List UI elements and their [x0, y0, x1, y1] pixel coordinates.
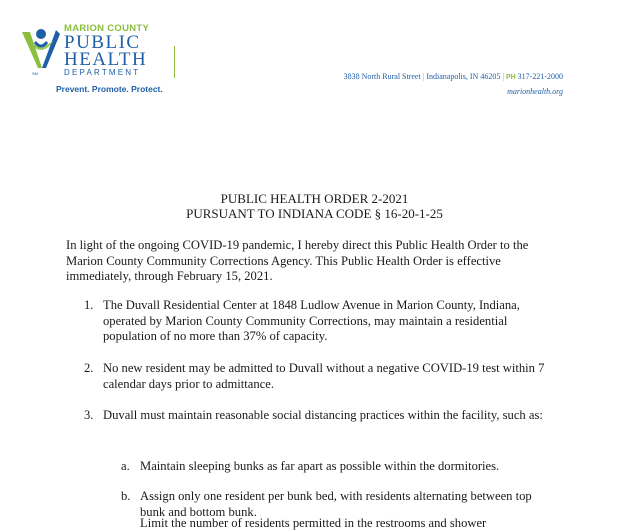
item-text: Duvall must maintain reasonable social distancing practices within the facility, such as: [103, 408, 543, 422]
title-line-2: PURSUANT TO INDIANA CODE § 16-20-1-25 [186, 205, 443, 221]
org-name [64, 24, 149, 77]
phone: 317-221-2000 [517, 72, 563, 81]
contact-block [344, 70, 563, 99]
org-county: MARION COUNTY [64, 23, 150, 34]
subitem-letter: a. [121, 459, 130, 473]
subitem-text: Maintain sleeping bunks as far apart as possible within the dormitories. [140, 459, 500, 473]
order-item-3 [84, 408, 564, 424]
address: 3838 North Rural Street [343, 72, 421, 81]
marion-county-health-logo-icon [18, 20, 64, 76]
org-line-public: PUBLIC [64, 31, 141, 53]
org-department: DEPARTMENT [64, 67, 141, 77]
svg-text:SM: SM [32, 71, 38, 76]
item-text: No new resident may be admitted to Duvall without a negative COVID-19 test within 7 calendar days prior to admittance. [103, 361, 545, 391]
city: Indianapolis, IN 46205 [426, 72, 501, 81]
subitem-letter: b. [121, 489, 131, 503]
order-item-1 [84, 298, 564, 345]
phone-label: PH [505, 74, 516, 81]
title-line-1: PUBLIC HEALTH ORDER 2-2021 [220, 191, 409, 206]
order-item-2 [84, 361, 564, 392]
subitem-text: Assign only one resident per bunk bed, with residents alternating between top bunk and bottom bunk. [140, 489, 532, 519]
separator: | [422, 72, 425, 81]
item-number: 2. [84, 361, 94, 375]
cutoff-line: Limit the number of residents permitted in the restrooms and shower [140, 516, 487, 530]
order-subitem-a [121, 459, 541, 475]
website-link[interactable]: marionhealth.org [507, 87, 563, 96]
document-title [0, 192, 629, 221]
header-divider [174, 46, 175, 78]
item-number: 3. [84, 408, 94, 422]
item-number: 1. [84, 298, 94, 312]
intro-paragraph: In light of the ongoing COVID-19 pandemic, I hereby direct this Public Health Order to the Marion County Community Corrections Agency. This Public Health Order is effective immediately, through February 15, 2021. [66, 238, 529, 283]
contact-line [344, 70, 563, 85]
tagline: Prevent. Promote. Protect. [56, 84, 163, 94]
separator: | [502, 72, 504, 81]
item-text: The Duvall Residential Center at 1848 Ludlow Avenue in Marion County, Indiana, operated by Marion County Community Corrections, may maintain a residential population of no more than 37% of capacity. [103, 298, 520, 343]
org-line-health: HEALTH [64, 48, 148, 70]
